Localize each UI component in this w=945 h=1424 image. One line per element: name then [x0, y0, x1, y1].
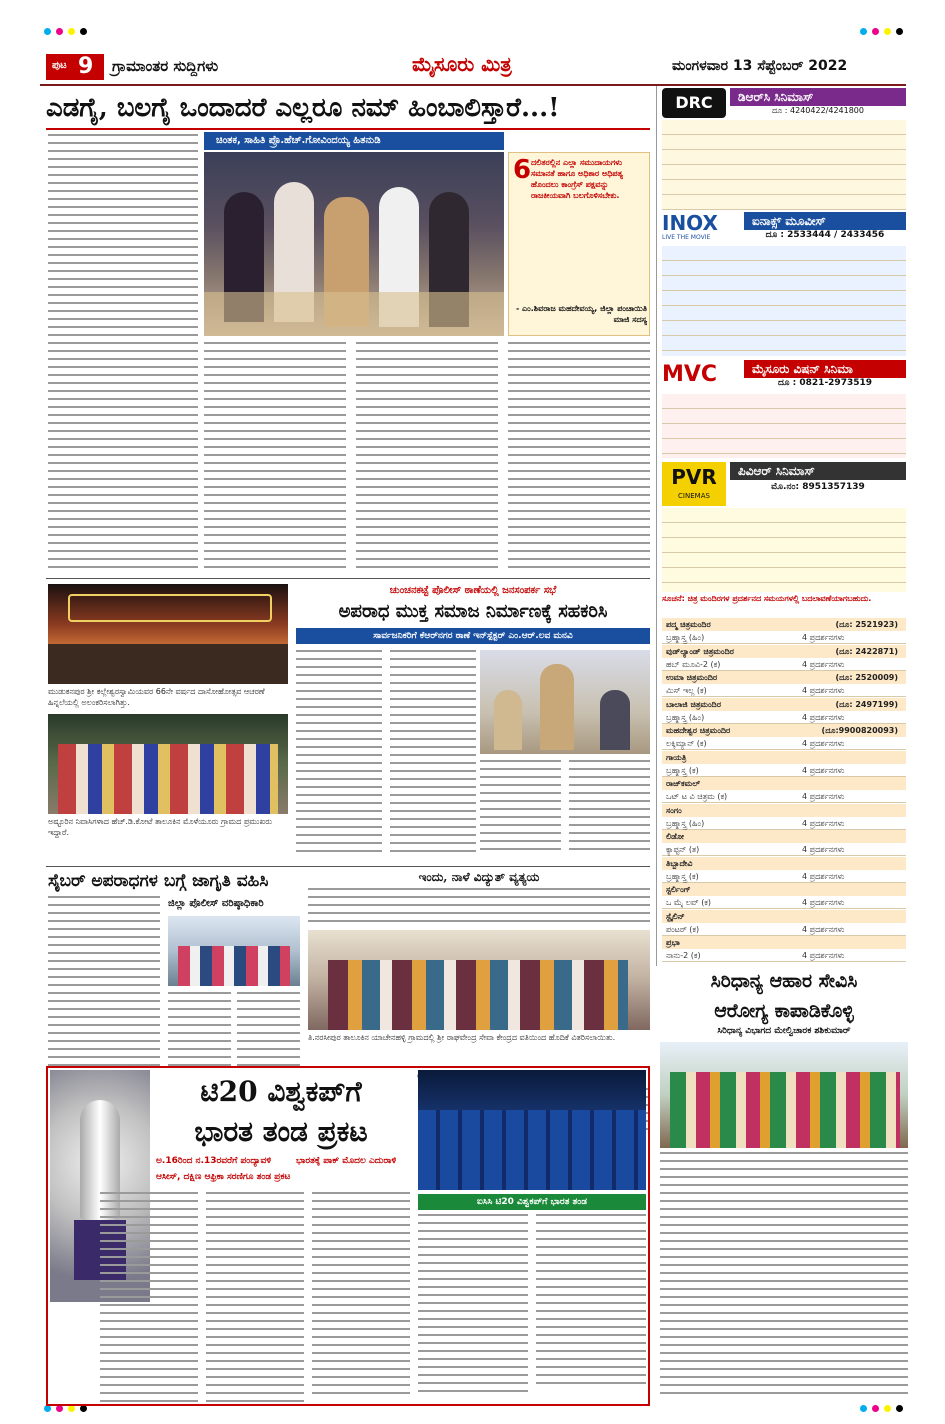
lead-quote-box	[508, 152, 650, 336]
cricket-point-3: ಆಸೀಸ್, ದಕ್ಷಿಣ ಆಫ್ರಿಕಾ ಸರಣಿಗೂ ತಂಡ ಪ್ರಕಟ	[156, 1172, 291, 1182]
theatre-name-row	[662, 777, 906, 790]
registration-mark	[44, 28, 51, 35]
theatre-shows: 4 ಪ್ರದರ್ಶನಗಳು	[802, 686, 845, 695]
masthead: ಮೈಸೂರು ಮಿತ್ರ	[412, 52, 512, 76]
inox-name: ಐನಾಕ್ಸ್ ಮೂವೀಸ್	[744, 212, 906, 230]
page-number-badge	[46, 54, 104, 80]
theatre-name: ಪ್ರಭಾ	[666, 938, 680, 947]
story2-kicker: ಚುಂಚನಕಟ್ಟೆ ಪೊಲೀಸ್ ಠಾಣೆಯಲ್ಲಿ ಜನಸಂಪರ್ಕ ಸಭೆ	[389, 585, 557, 596]
lead-subhead: ಚಿಂತಕ, ಸಾಹಿತಿ ಪ್ರೊ.ಹೆಚ್.ಗೋವಿಂದಯ್ಯ ಹಿತನುಡಿ	[204, 132, 504, 150]
theatre-shows: 4 ಪ್ರದರ್ಶನಗಳು	[802, 739, 845, 748]
registration-mark	[56, 28, 63, 35]
theatre-shows: 4 ಪ್ರದರ್ಶನಗಳು	[802, 712, 845, 722]
theatre-film-row	[662, 631, 906, 644]
police-meeting-photo	[480, 650, 650, 754]
theatre-film-row	[662, 896, 906, 909]
millet-headline-1: ಸಿರಿಧಾನ್ಯ ಆಹಾರ ಸೇವಿಸಿ	[710, 970, 858, 992]
group-caption: ಅಷ್ಟೂರಿನ ನಿವಾಸಿಗಳಾದ ಹೆಚ್.ಡಿ.ಕೋಟೆ ತಾಲೂಕಿನ ಮೊಳೆಯೂರು ಗ್ರಾಮದ ಪ್ರಮುಖರು ಇದ್ದಾರೆ.	[48, 817, 273, 837]
theatre-name-row	[662, 751, 906, 764]
theatre-shows: 4 ಪ್ರದರ್ಶನಗಳು	[802, 633, 845, 642]
theatre-shows: 4 ಪ್ರದರ್ಶನಗಳು	[802, 765, 845, 775]
theatre-name-row	[662, 698, 906, 711]
page-number: 9	[78, 54, 94, 79]
story3-subhead: ಜಿಲ್ಲಾ ಪೊಲೀಸ್ ವರಿಷ್ಠಾಧಿಕಾರಿ	[168, 898, 264, 909]
theatre-phone: (ದೂ:9900820093)	[821, 726, 898, 735]
theatre-name: ಸ್ಟೈಲಿನ್	[666, 911, 685, 921]
registration-mark	[80, 1405, 87, 1412]
lead-headline: ಎಡಗೈ, ಬಲಗೈ ಒಂದಾದರೆ ಎಲ್ಲರೂ ನಮ್ ಹಿಂಬಾಲಿಸ್ತಾರೆ...!	[46, 93, 560, 123]
pvr-schedule	[662, 508, 906, 592]
theatre-name-row	[662, 883, 906, 896]
festival-caption: ಮುಡುಕನಪುರ ಶ್ರೀ ಕಲ್ಲೇಶ್ವರಸ್ವಾಮಿಯವರ 66ನೇ ವರ್ಷದ ದಾಸೋಹೋತ್ಸವ ಆಚರಣೆ ಹಿನ್ನಲೆಯಲ್ಲಿ ಅಲಂಕರಿಸಲಾಗಿತ್ತು.	[48, 687, 265, 707]
theatre-name: ಪದ್ಮ ಚಿತ್ರಮಂದಿರ	[666, 620, 711, 629]
story3-body	[48, 896, 160, 1072]
theatre-film-row	[662, 790, 906, 803]
cyber-photo	[168, 916, 300, 986]
mvc-phone: ದೂ : 0821-2973519	[777, 378, 873, 388]
drc-schedule	[662, 120, 906, 210]
millet-headline-2: ಆರೋಗ್ಯ ಕಾಪಾಡಿಕೊಳ್ಳಿ	[714, 1000, 854, 1022]
theatre-name-row	[662, 724, 906, 737]
theatre-film: ಬ್ರಹ್ಮಾಸ್ತ್ರ (ಹಿಂ)	[666, 712, 705, 722]
theatre-film: ಬ್ರಹ್ಮಾಸ್ತ್ರ (ಹಿಂ)	[666, 633, 705, 642]
theatre-name-row	[662, 936, 906, 949]
theatre-film-row	[662, 870, 906, 883]
theatre-shows: 4 ಪ್ರದರ್ಶನಗಳು	[802, 951, 845, 960]
registration-mark	[56, 1405, 63, 1412]
theatre-shows: 4 ಪ್ರದರ್ಶನಗಳು	[802, 898, 845, 907]
theatre-name: ತಿಬ್ಬಾದೇವಿ	[666, 858, 693, 868]
group-photo	[48, 714, 288, 814]
story3-headline: ಸೈಬರ್ ಅಪರಾಧಗಳ ಬಗ್ಗೆ ಜಾಗೃತಿ ವಹಿಸಿ	[48, 871, 269, 891]
theatre-film: ಒ ಮೈ ಲವ್ (ಕ)	[666, 898, 712, 907]
theatre-name: ಸಂಗಂ	[666, 805, 682, 815]
lead-body-column	[48, 134, 198, 574]
drc-phone: ದೂ : 4240422/4241800	[771, 106, 864, 115]
registration-mark	[44, 1405, 51, 1412]
cricket-point-1: ಅ.16ರಿಂದ ನ.13ರವರೆಗೆ ಪಂದ್ಯಾವಳಿ	[156, 1156, 272, 1166]
theatre-name: ಸ್ಟರ್ಲಿಂಗ್	[666, 885, 691, 894]
theatre-film: ಬ್ರಹ್ಮಾಸ್ತ್ರ (ಕ)	[666, 765, 699, 775]
drc-name: ಡಿಆರ್‌ಸಿ ಸಿನಿಮಾಸ್	[730, 88, 906, 106]
theatre-film: ಒಟ್ ಟ ವಿ ಚಿತ್ರಮ (ಕ)	[666, 792, 728, 801]
mvc-logo: MVC	[662, 362, 718, 387]
story2-headline: ಅಪರಾಧ ಮುಕ್ತ ಸಮಾಜ ನಿರ್ಮಾಣಕ್ಕೆ ಸಹಕರಿಸಿ	[338, 601, 608, 622]
theatre-shows: 4 ಪ್ರದರ್ಶನಗಳು	[802, 845, 845, 854]
drc-logo: DRC	[662, 88, 726, 118]
theatre-film-row	[662, 923, 906, 936]
theatre-name: ಲಿಡೋ	[666, 832, 684, 841]
theatre-shows: 4 ಪ್ರದರ್ಶನಗಳು	[802, 659, 845, 669]
quote-text: ದಲಿತರಲ್ಲಿನ ಎಲ್ಲಾ ಸಮುದಾಯಗಳು ಸಮಾನತೆ ಹಾಗೂ ಅಧಿಕಾರ ಅಧಿಪತ್ಯ ಹೊಂದಲು ಕಾಂಗ್ರೆಸ್ ಪಕ್ಷವನ್ನು ರಾಜಕೀಯವಾಗಿ ಬಲಗೊಳಿಸಬೇಕು.	[531, 158, 623, 200]
story4-body	[308, 888, 650, 928]
inox-logo: INOX LIVE THE MOVIE	[662, 211, 718, 241]
cricket-headline-2: ಭಾರತ ತಂಡ ಪ್ರಕಟ	[194, 1115, 368, 1148]
theatre-film: ಕ್ಯಾಪ್ಟನ್ (ತ)	[666, 845, 700, 854]
theatre-film-row	[662, 711, 906, 724]
cinema-notice: ಸೂಚನೆ: ಚಿತ್ರ ಮಂದಿರಗಳ ಪ್ರದರ್ಶನದ ಸಮಯಗಳಲ್ಲಿ ಬದಲಾವಣೆಯಾಗಬಹುದು.	[662, 594, 872, 603]
story2-body-right	[480, 760, 650, 864]
theatre-film: ಮಿಸ್ ಇಲ್ಲ (ಕ)	[666, 686, 707, 695]
theatre-shows: 4 ಪ್ರದರ್ಶನಗಳು	[802, 818, 845, 828]
theatre-film-row	[662, 843, 906, 856]
theatre-film-row	[662, 737, 906, 750]
headline-rule	[46, 128, 650, 130]
registration-mark	[884, 1405, 891, 1412]
theatre-name: ಮಹದೇಶ್ವರ ಚಿತ್ರಮಂದಿರ	[666, 726, 731, 735]
story4-headline: ಇಂದು, ನಾಳೆ ವಿದ್ಯುತ್ ವ್ಯತ್ಯಯ	[418, 870, 540, 884]
theatre-film: ನಾನು-2 (ಕ)	[666, 951, 701, 960]
theatre-shows: 4 ಪ್ರದರ್ಶನಗಳು	[802, 792, 845, 801]
theatre-phone: (ದೂ: 2497199)	[835, 699, 898, 709]
section-title: ಗ್ರಾಮಾಂತರ ಸುದ್ದಿಗಳು	[112, 57, 219, 75]
theatre-film: ಲಕ್ಕಿಮ್ಯಾನ್ (ಕ)	[666, 739, 707, 748]
story2-subhead: ಸಾರ್ವಜನಿಕರಿಗೆ ಕೆಆರ್‌ನಗರ ಠಾಣೆ ಇನ್‌ಸ್ಪೆಕ್ಟರ್ ಎಂ.ಆರ್.ಲವ ಮನವಿ	[296, 628, 650, 644]
inox-phone: ದೂ : 2533444 / 2433456	[765, 230, 885, 240]
registration-mark	[896, 1405, 903, 1412]
blanket-caption: ತಿ.ನರಸೀಪುರ ತಾಲೂಕಿನ ಯಾಚೇನಹಳ್ಳಿ ಗ್ರಾಮದಲ್ಲಿ ಶ್ರೀ ರಾಘವೇಂದ್ರ ಸೇವಾ ಕೇಂದ್ರದ ವತಿಯಿಂದ ಹೊದಿಕೆ ವಿತರಿಸಲಾಯಿತು.	[308, 1033, 616, 1042]
theatre-phone: (ದೂ: 2520009)	[835, 673, 898, 682]
registration-mark	[860, 1405, 867, 1412]
quote-number: 6	[513, 155, 532, 185]
theatre-shows: 4 ಪ್ರದರ್ಶನಗಳು	[802, 871, 845, 881]
mvc-name: ಮೈಸೂರು ವಿಷನ್ ಸಿನಿಮಾ	[744, 360, 906, 378]
theatre-name: ರಾಜ್‌ಕಮಲ್	[666, 779, 701, 788]
mvc-schedule	[662, 394, 906, 458]
theatre-film-row	[662, 817, 906, 830]
registration-mark	[896, 28, 903, 35]
theatre-film-row	[662, 684, 906, 697]
cricket-headline-1: ಟಿ20 ವಿಶ್ವಕಪ್‌ಗೆ	[200, 1075, 362, 1108]
registration-mark	[68, 1405, 75, 1412]
registration-mark	[872, 28, 879, 35]
quote-attribution: - ಎಂ.ಶಿವರಾಜ ಮಹದೇವಯ್ಯ, ಜಿಲ್ಲಾ ಪಂಚಾಯಿತಿ ಮಾಜಿ ಸದಸ್ಯ	[515, 304, 647, 324]
theatre-name-row	[662, 618, 906, 631]
registration-mark	[68, 28, 75, 35]
theatre-film: ಬ್ರಹ್ಮಾಸ್ತ್ರ (ಕ)	[666, 871, 699, 881]
registration-mark	[80, 28, 87, 35]
pvr-logo: PVR CINEMAS	[662, 462, 726, 506]
theatre-name: ಗಾಯತ್ರಿ	[666, 752, 687, 762]
millet-subhead: ಸಿರಿಧಾನ್ಯ ವಿಭಾಗದ ಮೇಲ್ವಿಚಾರಕ ಶಶಿಕುಮಾರ್	[717, 1026, 851, 1036]
cricket-body	[100, 1192, 410, 1402]
theatre-name-row	[662, 830, 906, 843]
theatre-film-row	[662, 949, 906, 962]
theatre-film: ಹಬ್ ಮೂವಿ-2 (ಕ)	[666, 659, 721, 669]
theatre-film: ಬ್ರಹ್ಮಾಸ್ತ್ರ (ಹಿಂ)	[666, 818, 705, 828]
dateline: ಮಂಗಳವಾರ 13 ಸೆಪ್ಟೆಂಬರ್ 2022	[672, 58, 848, 74]
festival-photo	[48, 584, 288, 684]
divider	[46, 578, 650, 579]
theatre-phone: (ದೂ: 2521923)	[835, 620, 898, 629]
theatre-name: ಬಾಲಾಜಿ ಚಿತ್ರಮಂದಿರ	[666, 699, 721, 709]
theatre-name: ಉಮಾ ಚಿತ್ರಮಂದಿರ	[666, 673, 718, 682]
pvr-name: ಪಿವಿಆರ್ ಸಿನಿಮಾಸ್	[730, 462, 906, 480]
blanket-distribution-photo	[308, 930, 650, 1030]
theatre-name-row	[662, 857, 906, 870]
team-india-photo	[418, 1070, 646, 1190]
theatre-phone: (ದೂ: 2422871)	[835, 646, 898, 656]
registration-mark	[884, 28, 891, 35]
inox-schedule	[662, 246, 906, 356]
theatre-listing	[662, 618, 906, 964]
theatre-name-row	[662, 804, 906, 817]
theatre-name-row	[662, 645, 906, 658]
millet-body	[660, 1152, 908, 1402]
cricket-squad-title: ಐಸಿಸಿ ಟಿ20 ವಿಶ್ವಕಪ್‌ಗೆ ಭಾರತ ತಂಡ	[418, 1194, 646, 1210]
theatre-shows: 4 ಪ್ರದರ್ಶನಗಳು	[802, 924, 845, 934]
theatre-name-row	[662, 910, 906, 923]
theatre-name-row	[662, 671, 906, 684]
story2-body	[296, 650, 476, 864]
theatre-film-row	[662, 658, 906, 671]
registration-mark	[860, 28, 867, 35]
story3-body-right	[168, 992, 300, 1072]
pvr-phone: ಮೊ.ನಂ: 8951357139	[771, 482, 865, 492]
cricket-point-2: ಭಾರತಕ್ಕೆ ಪಾಕ್ ಮೊದಲ ಎದುರಾಳಿ	[296, 1156, 397, 1166]
theatre-film-row	[662, 764, 906, 777]
page-label: ಪುಟ	[52, 60, 67, 71]
lead-photo	[204, 152, 504, 336]
theatre-film: ಪಂಟರ್ (ಕ)	[666, 924, 700, 934]
theatre-name: ವುಡ್‌ಲ್ಯಾಂಡ್ ಚಿತ್ರಮಂದಿರ	[666, 646, 734, 656]
lead-body-continued	[204, 342, 650, 572]
divider	[46, 866, 650, 867]
cricket-squad-list	[418, 1214, 646, 1402]
registration-mark	[872, 1405, 879, 1412]
millet-photo	[660, 1042, 908, 1148]
